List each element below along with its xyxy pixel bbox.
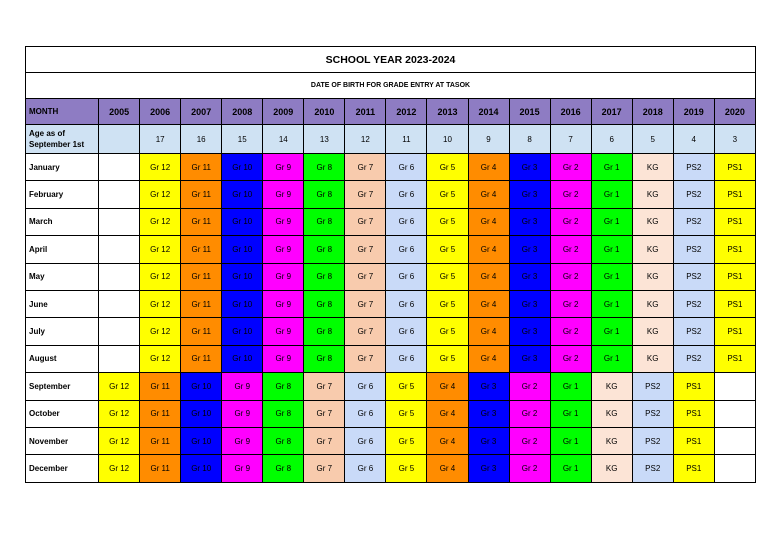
grade-cell: Gr 5 (427, 208, 468, 235)
age-cell: 5 (632, 125, 673, 154)
age-cell: 15 (222, 125, 263, 154)
grade-cell: Gr 5 (386, 373, 427, 400)
grade-cell: PS1 (673, 373, 714, 400)
grade-cell: Gr 3 (509, 345, 550, 372)
age-cell (99, 125, 140, 154)
age-cell: 6 (591, 125, 632, 154)
grade-cell: Gr 10 (181, 427, 222, 454)
grade-cell: Gr 2 (550, 318, 591, 345)
grade-cell: Gr 5 (427, 154, 468, 181)
grade-cell: Gr 12 (99, 400, 140, 427)
grade-cell: Gr 9 (263, 345, 304, 372)
grade-cell: Gr 12 (140, 318, 181, 345)
year-header-2011: 2011 (345, 99, 386, 125)
grade-cell: Gr 7 (345, 208, 386, 235)
grade-cell: KG (632, 263, 673, 290)
grade-cell: Gr 4 (468, 263, 509, 290)
grade-cell: Gr 5 (427, 263, 468, 290)
month-label: August (26, 345, 99, 372)
grade-cell: Gr 5 (386, 427, 427, 454)
age-cell: 12 (345, 125, 386, 154)
grade-cell: Gr 1 (591, 290, 632, 317)
grade-cell: PS2 (673, 208, 714, 235)
grade-cell: Gr 1 (591, 318, 632, 345)
table-row (26, 400, 756, 427)
grade-cell: Gr 1 (550, 455, 591, 482)
grade-cell: Gr 3 (468, 400, 509, 427)
grade-cell: Gr 6 (386, 154, 427, 181)
grade-cell: Gr 11 (181, 318, 222, 345)
grade-cell: Gr 8 (263, 455, 304, 482)
table-row (26, 345, 756, 372)
grade-cell: KG (632, 290, 673, 317)
month-label: February (26, 181, 99, 208)
year-header-2019: 2019 (673, 99, 714, 125)
grade-cell: PS2 (673, 318, 714, 345)
grade-cell: PS1 (714, 263, 755, 290)
grade-cell: Gr 11 (181, 263, 222, 290)
grade-cell: Gr 12 (140, 290, 181, 317)
empty-cell (714, 427, 755, 454)
grade-cell: Gr 12 (99, 427, 140, 454)
grade-cell: Gr 10 (181, 455, 222, 482)
grade-cell: PS2 (673, 154, 714, 181)
year-header-2017: 2017 (591, 99, 632, 125)
grade-cell: Gr 11 (181, 208, 222, 235)
age-cell: 14 (263, 125, 304, 154)
year-header-2006: 2006 (140, 99, 181, 125)
grade-cell: Gr 3 (509, 263, 550, 290)
grade-cell: Gr 10 (222, 318, 263, 345)
table-row (26, 154, 756, 181)
grade-cell: Gr 12 (99, 455, 140, 482)
grade-cell: Gr 2 (509, 427, 550, 454)
table-row (26, 318, 756, 345)
grade-cell: Gr 4 (427, 373, 468, 400)
age-cell: 10 (427, 125, 468, 154)
grade-cell: Gr 8 (304, 290, 345, 317)
grade-cell: Gr 7 (345, 290, 386, 317)
grade-cell: Gr 2 (509, 455, 550, 482)
grade-cell: Gr 2 (550, 345, 591, 372)
age-cell: 4 (673, 125, 714, 154)
header-row (26, 99, 756, 125)
table-row (26, 236, 756, 263)
age-cell: 7 (550, 125, 591, 154)
age-cell: 13 (304, 125, 345, 154)
grade-cell: PS2 (632, 427, 673, 454)
empty-cell (714, 373, 755, 400)
empty-cell (99, 181, 140, 208)
grade-cell: Gr 5 (427, 345, 468, 372)
grade-cell: PS2 (632, 455, 673, 482)
grade-cell: Gr 1 (591, 154, 632, 181)
grade-cell: Gr 3 (509, 181, 550, 208)
grade-cell: Gr 6 (386, 345, 427, 372)
grade-cell: Gr 11 (140, 400, 181, 427)
year-header-2007: 2007 (181, 99, 222, 125)
grade-cell: PS1 (673, 427, 714, 454)
subtitle-row (26, 73, 756, 99)
grade-cell: Gr 2 (509, 373, 550, 400)
empty-cell (99, 236, 140, 263)
age-row-label: Age as of September 1st (26, 125, 99, 154)
month-label: December (26, 455, 99, 482)
grade-cell: PS1 (714, 236, 755, 263)
grade-cell: Gr 11 (181, 236, 222, 263)
grade-cell: Gr 9 (222, 427, 263, 454)
grade-cell: Gr 10 (222, 181, 263, 208)
grade-cell: Gr 11 (181, 181, 222, 208)
table-row (26, 373, 756, 400)
grade-cell: Gr 12 (140, 263, 181, 290)
grade-cell: Gr 3 (509, 154, 550, 181)
month-column-header: MONTH (26, 99, 99, 125)
grade-cell: PS1 (714, 208, 755, 235)
grade-cell: Gr 8 (304, 318, 345, 345)
grade-cell: Gr 2 (550, 181, 591, 208)
grade-cell: Gr 4 (468, 236, 509, 263)
grade-cell: Gr 8 (263, 373, 304, 400)
grade-cell: Gr 1 (591, 181, 632, 208)
month-label: June (26, 290, 99, 317)
grade-cell: Gr 3 (468, 427, 509, 454)
grade-cell: KG (591, 373, 632, 400)
grade-cell: KG (591, 427, 632, 454)
year-header-2016: 2016 (550, 99, 591, 125)
table-row (26, 263, 756, 290)
grade-cell: Gr 7 (304, 373, 345, 400)
month-label: November (26, 427, 99, 454)
grade-cell: KG (632, 345, 673, 372)
grade-cell: Gr 12 (140, 236, 181, 263)
age-cell: 16 (181, 125, 222, 154)
grade-cell: Gr 9 (263, 181, 304, 208)
age-row (26, 125, 756, 154)
grade-cell: PS1 (673, 455, 714, 482)
year-header-2013: 2013 (427, 99, 468, 125)
grade-entry-sheet (25, 46, 756, 483)
grade-cell: KG (632, 236, 673, 263)
grade-cell: Gr 10 (222, 208, 263, 235)
grade-cell: Gr 4 (468, 318, 509, 345)
grade-cell: Gr 9 (222, 455, 263, 482)
month-label: October (26, 400, 99, 427)
grade-cell: Gr 10 (222, 154, 263, 181)
grade-cell: PS1 (673, 400, 714, 427)
grade-cell: Gr 5 (427, 236, 468, 263)
grade-cell: Gr 4 (468, 208, 509, 235)
table-row (26, 290, 756, 317)
grade-cell: PS2 (673, 345, 714, 372)
grade-cell: KG (632, 208, 673, 235)
year-header-2005: 2005 (99, 99, 140, 125)
grade-cell: Gr 12 (140, 345, 181, 372)
grade-cell: PS2 (632, 373, 673, 400)
grade-cell: Gr 9 (263, 208, 304, 235)
grade-cell: Gr 8 (304, 236, 345, 263)
month-label: March (26, 208, 99, 235)
grade-cell: Gr 12 (140, 181, 181, 208)
grade-cell: Gr 10 (181, 373, 222, 400)
grade-cell: Gr 2 (550, 236, 591, 263)
grade-cell: Gr 9 (222, 373, 263, 400)
grade-cell: Gr 1 (550, 427, 591, 454)
grade-cell: Gr 5 (386, 400, 427, 427)
grade-cell: Gr 11 (140, 373, 181, 400)
age-cell: 3 (714, 125, 755, 154)
month-label: April (26, 236, 99, 263)
grade-cell: PS2 (673, 236, 714, 263)
grade-cell: PS2 (673, 263, 714, 290)
grade-cell: Gr 4 (468, 154, 509, 181)
age-cell: 17 (140, 125, 181, 154)
table-row (26, 427, 756, 454)
month-label: September (26, 373, 99, 400)
grade-cell: Gr 10 (181, 400, 222, 427)
grade-cell: Gr 3 (468, 455, 509, 482)
grade-cell: PS1 (714, 290, 755, 317)
grade-cell: Gr 2 (550, 154, 591, 181)
empty-cell (99, 154, 140, 181)
grade-cell: Gr 6 (386, 290, 427, 317)
grade-cell: Gr 9 (263, 318, 304, 345)
grade-cell: Gr 11 (140, 455, 181, 482)
grade-cell: Gr 2 (509, 400, 550, 427)
month-label: May (26, 263, 99, 290)
grade-cell: Gr 12 (99, 373, 140, 400)
grade-cell: Gr 7 (345, 236, 386, 263)
grade-cell: Gr 4 (468, 181, 509, 208)
year-header-2020: 2020 (714, 99, 755, 125)
grade-cell: Gr 4 (427, 400, 468, 427)
grade-cell: Gr 8 (263, 427, 304, 454)
grade-cell: Gr 3 (509, 236, 550, 263)
month-label: January (26, 154, 99, 181)
grade-cell: Gr 6 (345, 427, 386, 454)
empty-cell (99, 345, 140, 372)
grade-cell: Gr 6 (345, 373, 386, 400)
grade-cell: Gr 1 (591, 208, 632, 235)
grade-cell: Gr 8 (304, 345, 345, 372)
year-header-2008: 2008 (222, 99, 263, 125)
grade-cell: Gr 4 (427, 455, 468, 482)
grade-cell: Gr 6 (386, 318, 427, 345)
grade-cell: Gr 6 (386, 208, 427, 235)
grade-cell: Gr 10 (222, 345, 263, 372)
grade-cell: Gr 4 (468, 345, 509, 372)
grade-cell: Gr 7 (345, 181, 386, 208)
table-row (26, 455, 756, 482)
grade-cell: Gr 1 (591, 263, 632, 290)
table-row (26, 181, 756, 208)
grade-cell: Gr 8 (304, 263, 345, 290)
empty-cell (99, 290, 140, 317)
grade-cell: Gr 5 (427, 181, 468, 208)
grade-cell: Gr 7 (304, 400, 345, 427)
grade-cell: Gr 9 (263, 154, 304, 181)
grade-cell: PS2 (632, 400, 673, 427)
empty-cell (714, 400, 755, 427)
grade-cell: Gr 7 (304, 455, 345, 482)
grade-cell: Gr 9 (263, 290, 304, 317)
grade-cell: Gr 3 (509, 290, 550, 317)
empty-cell (99, 208, 140, 235)
age-cell: 9 (468, 125, 509, 154)
page-subtitle: DATE OF BIRTH FOR GRADE ENTRY AT TASOK (26, 73, 756, 99)
grade-cell: Gr 3 (509, 318, 550, 345)
grade-cell: PS1 (714, 154, 755, 181)
empty-cell (99, 263, 140, 290)
grade-cell: Gr 5 (386, 455, 427, 482)
grade-cell: PS1 (714, 318, 755, 345)
grade-cell: Gr 3 (468, 373, 509, 400)
grade-cell: Gr 10 (222, 236, 263, 263)
age-cell: 8 (509, 125, 550, 154)
grade-cell: Gr 11 (181, 345, 222, 372)
grade-cell: Gr 6 (386, 236, 427, 263)
grade-cell: PS1 (714, 181, 755, 208)
age-cell: 11 (386, 125, 427, 154)
grade-cell: Gr 5 (427, 290, 468, 317)
grade-cell: PS1 (714, 345, 755, 372)
grade-entry-table (25, 46, 756, 483)
grade-cell: KG (591, 455, 632, 482)
grade-cell: Gr 8 (304, 208, 345, 235)
grade-cell: Gr 5 (427, 318, 468, 345)
grade-cell: Gr 12 (140, 208, 181, 235)
grade-cell: Gr 4 (468, 290, 509, 317)
grade-cell: Gr 1 (550, 373, 591, 400)
year-header-2012: 2012 (386, 99, 427, 125)
grade-cell: KG (632, 154, 673, 181)
grade-cell: Gr 6 (386, 181, 427, 208)
month-label: July (26, 318, 99, 345)
grade-cell: Gr 1 (591, 345, 632, 372)
title-row (26, 47, 756, 73)
grade-cell: Gr 7 (345, 345, 386, 372)
grade-cell: Gr 9 (263, 263, 304, 290)
grade-cell: Gr 1 (591, 236, 632, 263)
grade-cell: Gr 2 (550, 208, 591, 235)
year-header-2018: 2018 (632, 99, 673, 125)
grade-cell: Gr 2 (550, 290, 591, 317)
grade-cell: Gr 8 (304, 154, 345, 181)
grade-cell: Gr 2 (550, 263, 591, 290)
grade-cell: Gr 4 (427, 427, 468, 454)
grade-cell: Gr 7 (345, 318, 386, 345)
table-row (26, 208, 756, 235)
empty-cell (714, 455, 755, 482)
page-title: SCHOOL YEAR 2023-2024 (26, 47, 756, 73)
grade-cell: KG (632, 181, 673, 208)
grade-cell: Gr 11 (181, 154, 222, 181)
year-header-2015: 2015 (509, 99, 550, 125)
grade-cell: Gr 10 (222, 290, 263, 317)
grade-cell: Gr 7 (345, 263, 386, 290)
grade-cell: Gr 6 (386, 263, 427, 290)
grade-cell: Gr 12 (140, 154, 181, 181)
grade-cell: PS2 (673, 181, 714, 208)
grade-cell: PS2 (673, 290, 714, 317)
grade-cell: KG (591, 400, 632, 427)
grade-cell: Gr 11 (181, 290, 222, 317)
year-header-2014: 2014 (468, 99, 509, 125)
grade-cell: Gr 6 (345, 400, 386, 427)
grade-cell: Gr 8 (263, 400, 304, 427)
grade-cell: Gr 8 (304, 181, 345, 208)
grade-cell: Gr 7 (345, 154, 386, 181)
grade-cell: Gr 10 (222, 263, 263, 290)
grade-cell: Gr 6 (345, 455, 386, 482)
year-header-2009: 2009 (263, 99, 304, 125)
year-header-2010: 2010 (304, 99, 345, 125)
grade-cell: Gr 7 (304, 427, 345, 454)
grade-cell: Gr 1 (550, 400, 591, 427)
grade-cell: KG (632, 318, 673, 345)
grade-cell: Gr 9 (222, 400, 263, 427)
grade-cell: Gr 3 (509, 208, 550, 235)
empty-cell (99, 318, 140, 345)
grade-cell: Gr 11 (140, 427, 181, 454)
grade-cell: Gr 9 (263, 236, 304, 263)
